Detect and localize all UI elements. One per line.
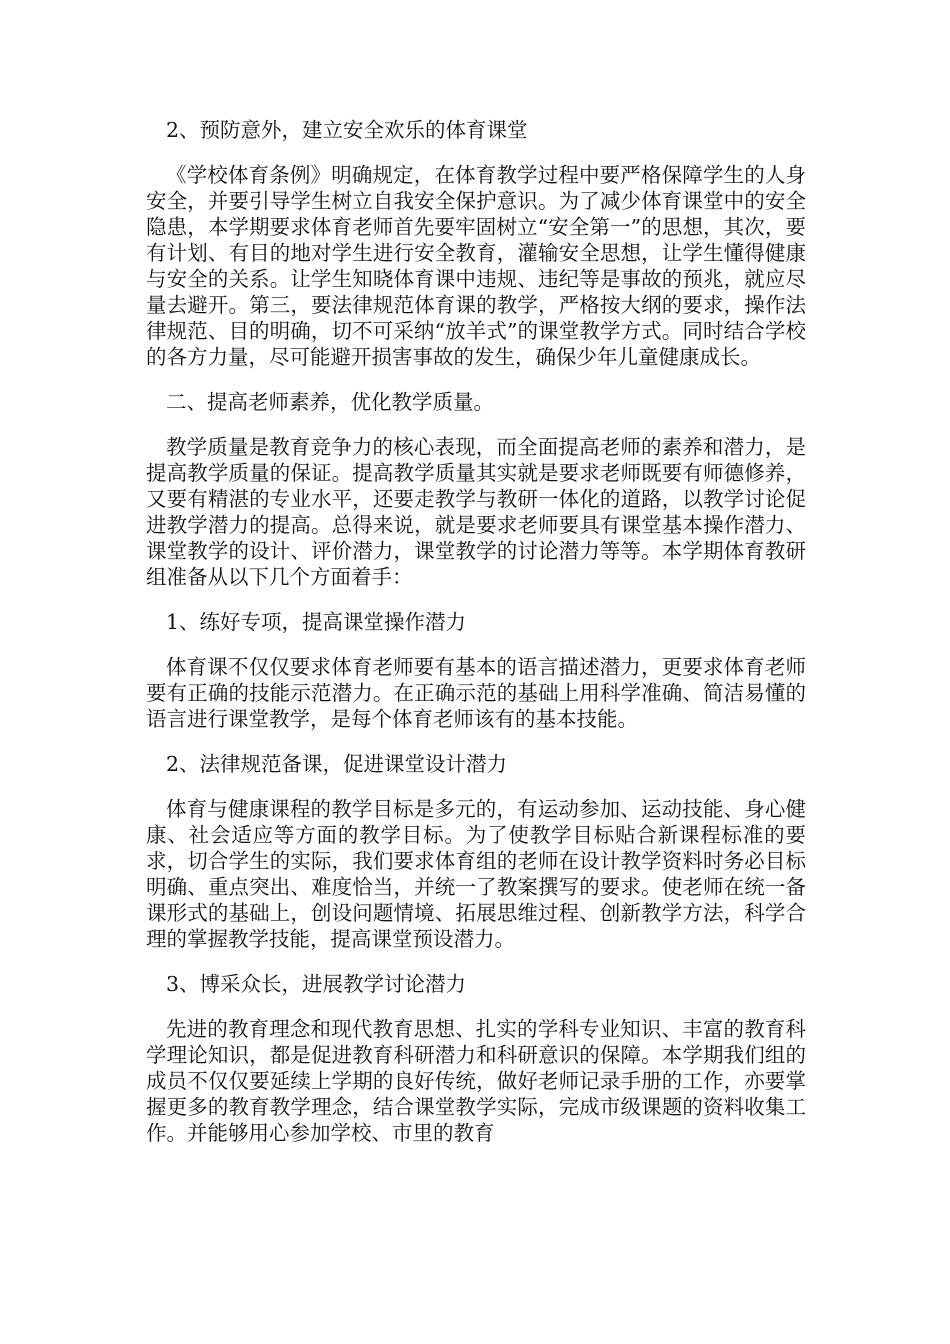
body-paragraph: 《学校体育条例》明确规定，在体育教学过程中要严格保障学生的人身安全，并要引导学生树立自我安全保护意识。为了减少体育课堂中的安全隐患，本学期要求体育老师首先要牢固树立“安全第一”的思想，其次，要有计划、有目的地对学生进行安全教育，灌输安全思想，让学生懂得健康与安全的关系。让学生知晓体育课中违规、违纪等是事故的预兆，就应尽量去避开。第三，要法律规范体育课的教学，严格按大纲的要求，操作法律规范、目的明确，切不可采纳“放羊式”的课堂教学方式。同时结合学校的各方力量，尽可能避开损害事故的发生，确保少年儿童健康成长。	[146, 163, 806, 369]
body-paragraph: 体育课不仅仅要求体育老师要有基本的语言描述潜力，更要求体育老师要有正确的技能示范潜力。在正确示范的基础上用科学准确、简洁易懂的语言进行课堂教学，是每个体育老师该有的基本技能。	[146, 655, 806, 731]
section-heading: 3、博采众长，进展教学讨论潜力	[166, 972, 467, 996]
body-paragraph: 体育与健康课程的教学目标是多元的，有运动参加、运动技能、身心健康、社会适应等方面的教学目标。为了使教学目标贴合新课程标准的要求，切合学生的实际，我们要求体育组的老师在设计教学资料时务必目标明确、重点突出、难度恰当，并统一了教案撰写的要求。使老师在统一备课形式的基础上，创设问题情境、拓展思维过程、创新教学方法，科学合理的掌握教学技能，提高课堂预设潜力。	[146, 797, 806, 951]
section-heading: 二、提高老师素养，优化教学质量。	[166, 390, 494, 414]
body-paragraph: 教学质量是教育竞争力的核心表现，而全面提高老师的素养和潜力，是提高教学质量的保证。提高教学质量其实就是要求老师既要有师德修养，又要有精湛的专业水平，还要走教学与教研一体化的道路，以教学讨论促进教学潜力的提高。总得来说，就是要求老师要具有课堂基本操作潜力、课堂教学的设计、评价潜力，课堂教学的讨论潜力等等。本学期体育教研组准备从以下几个方面着手：	[146, 435, 806, 589]
document-body	[146, 117, 806, 1146]
section-heading: 2、法律规范备课，促进课堂设计潜力	[166, 752, 508, 776]
section-heading: 2、预防意外，建立安全欢乐的体育课堂	[166, 118, 528, 142]
body-paragraph: 先进的教育理念和现代教育思想、扎实的学科专业知识、丰富的教育科学理论知识，都是促进教育科研潜力和科研意识的保障。本学期我们组的成员不仅仅要延续上学期的良好传统，做好老师记录手册的工作，亦要掌握更多的教育教学理念，结合课堂教学实际，完成市级课题的资料收集工作。并能够用心参加学校、市里的教育	[146, 1017, 806, 1145]
section-heading: 1、练好专项，提高课堂操作潜力	[166, 610, 467, 634]
